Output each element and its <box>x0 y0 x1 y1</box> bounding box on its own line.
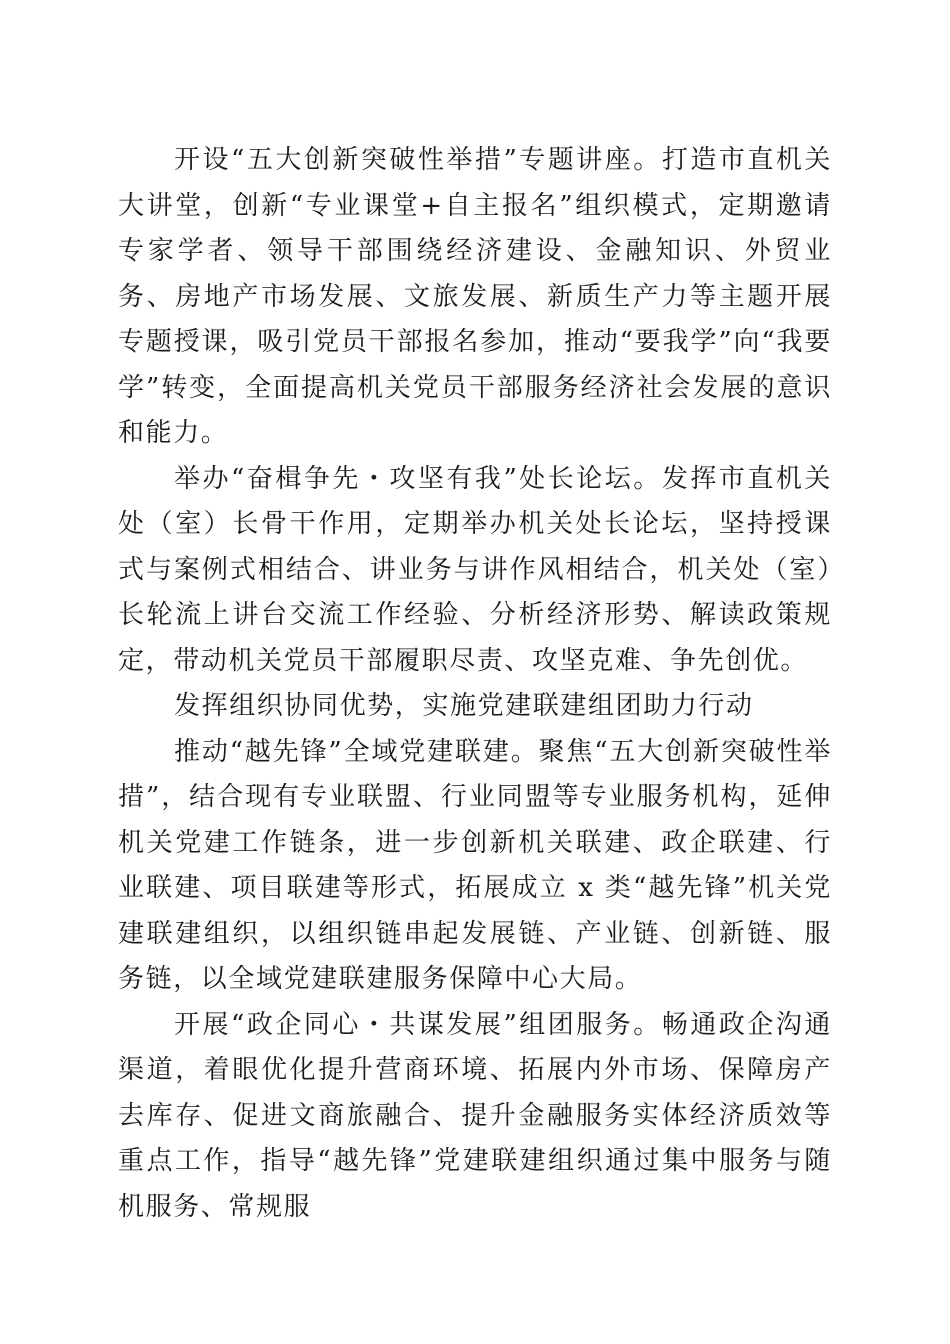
paragraph-lecture-series: 开设“五大创新突破性举措”专题讲座。打造市直机关大讲堂，创新“专业课堂+自主报名”组织模式，定期邀请专家学者、领导干部围绕经济建设、金融知识、外贸业务、房地产市场发展、文旅发展、新质生产力等主题开展专题授课，吸引党员干部报名参加，推动“要我学”向“我要学”转变，全面提高机关党员干部服务经济社会发展的意识和能力。 <box>118 145 832 448</box>
document-body <box>118 138 832 1230</box>
paragraph-gov-enterprise-service: 开展“政企同心・共谋发展”组团服务。畅通政企沟通渠道，着眼优化提升营商环境、拓展内外市场、保障房产去库存、促进文商旅融合、提升金融服务实体经济质效等重点工作，指导“越先锋”党建联建组织通过集中服务与随机服务、常规服 <box>118 1009 832 1222</box>
section-heading-joint-building: 发挥组织协同优势，实施党建联建组团助力行动 <box>174 691 754 721</box>
paragraph-vanguard-joint-building: 推动“越先锋”全域党建联建。聚焦“五大创新突破性举措”，结合现有专业联盟、行业同盟等专业服务机构，延伸机关党建工作链条，进一步创新机关联建、政企联建、行业联建、项目联建等形式，拓展成立 x 类“越先锋”机关党建联建组织，以组织链串起发展链、产业链、创新链、服务链，以全域党建联建服务保障中心大局。 <box>118 736 832 994</box>
paragraph-director-forum: 举办“奋楫争先・攻坚有我”处长论坛。发挥市直机关处（室）长骨干作用，定期举办机关处长论坛，坚持授课式与案例式相结合、讲业务与讲作风相结合，机关处（室）长轮流上讲台交流工作经验、分析经济形势、解读政策规定，带动机关党员干部履职尽责、攻坚克难、争先创优。 <box>118 463 832 676</box>
